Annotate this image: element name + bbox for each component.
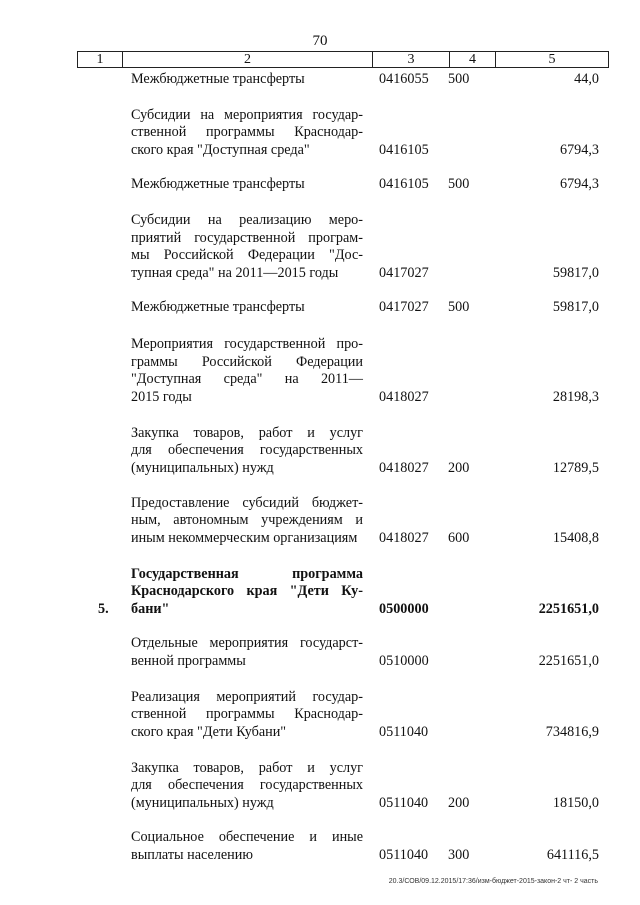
row-type: 500	[448, 175, 470, 192]
row-name-line: Реализация мероприятий государ-	[131, 688, 363, 705]
row-amount: 641116,5	[546, 846, 599, 863]
row-name-line: ственной программы Краснодар-	[131, 124, 363, 140]
row-name-line: Межбюджетные трансферты	[131, 70, 305, 87]
row-name-line: выплаты населению	[131, 846, 253, 863]
row-amount: 12789,5	[552, 459, 599, 476]
row-name-line: "Доступная среда" на 2011—	[131, 371, 363, 387]
page-number: 70	[312, 33, 328, 49]
row-type: 500	[448, 70, 470, 87]
row-name-line: тупная среда" на 2011—2015 годы	[131, 264, 339, 281]
row-code: 0418027	[379, 388, 429, 405]
row-code: 0418027	[379, 459, 429, 476]
row-type: 600	[448, 529, 470, 546]
row-code: 0511040	[379, 794, 429, 811]
row-name-line: Социальное обеспечение и иные	[131, 829, 363, 845]
row-type: 300	[448, 846, 470, 863]
row-code: 0416055	[379, 70, 429, 87]
row-name-line: Государственная программа	[131, 565, 363, 582]
row-name-line: Отдельные мероприятия государст-	[131, 635, 363, 651]
row-name-line: Межбюджетные трансферты	[131, 175, 305, 192]
row-name-line: Краснодарского края "Дети Ку-	[131, 583, 363, 599]
row-name-line: иным некоммерческим организациям	[131, 529, 358, 546]
row-name-line: бани"	[131, 600, 170, 617]
row-amount: 15408,8	[552, 529, 599, 546]
row-code: 0416105	[379, 141, 429, 158]
header-col-5: 5	[548, 52, 556, 67]
header-col-3: 3	[373, 52, 450, 67]
row-name-line: Межбюджетные трансферты	[131, 298, 305, 315]
row-code: 0416105	[379, 175, 429, 192]
row-name-line: мы Российской Федерации "Дос-	[131, 247, 363, 263]
row-name-line: ным, автономным учреждениям и	[131, 512, 363, 528]
header-col-1: 1	[78, 52, 123, 67]
row-code: 0511040	[379, 723, 429, 740]
row-name-line: Закупка товаров, работ и услуг	[131, 424, 363, 441]
row-amount: 28198,3	[552, 388, 599, 405]
footer-text: 20.3/СОВ/09.12.2015/17:36/изм-бюджет-2015-закон-2 чт- 2 часть	[388, 878, 598, 885]
row-name-line: Субсидии на мероприятия государ-	[131, 106, 363, 123]
row-type: 200	[448, 459, 470, 476]
row-code: 0417027	[379, 264, 429, 281]
row-code: 0510000	[379, 652, 429, 669]
row-name-line: ского края "Дети Кубани"	[131, 723, 287, 740]
row-name	[131, 829, 363, 864]
row-name-line: ственной программы Краснодар-	[131, 706, 363, 722]
row-amount: 44,0	[574, 70, 599, 87]
row-amount: 6794,3	[559, 175, 599, 192]
row-name-line: (муниципальных) нужд	[131, 794, 274, 811]
row-name-line: Предоставление субсидий бюджет-	[131, 494, 363, 511]
row-number: 5.	[98, 600, 109, 617]
row-name-line: Закупка товаров, работ и услуг	[131, 759, 363, 776]
row-name-line: для обеспечения государственных	[131, 442, 363, 458]
row-code: 0417027	[379, 298, 429, 315]
row-name-line: для обеспечения государственных	[131, 777, 363, 793]
row-amount: 18150,0	[552, 794, 599, 811]
row-amount: 6794,3	[559, 141, 599, 158]
row-type: 500	[448, 298, 470, 315]
row-code: 0418027	[379, 529, 429, 546]
row-name-line: 2015 годы	[131, 388, 192, 405]
header-col-4: 4	[450, 52, 496, 67]
row-amount: 59817,0	[552, 264, 599, 281]
header-col-2: 2	[123, 52, 373, 67]
row-amount: 2251651,0	[538, 652, 599, 669]
row-amount: 2251651,0	[538, 600, 599, 617]
row-type: 200	[448, 794, 470, 811]
row-name-line: граммы Российской Федерации	[131, 353, 363, 370]
row-amount: 734816,9	[545, 723, 599, 740]
row-name-line: (муниципальных) нужд	[131, 459, 274, 476]
row-code: 0511040	[379, 846, 429, 863]
row-name-line: ского края "Доступная среда"	[131, 141, 310, 158]
row-name-line: Субсидии на реализацию меро-	[131, 212, 363, 228]
row-code: 0500000	[379, 600, 429, 617]
row-name-line: приятий государственной програм-	[131, 229, 363, 246]
row-name-line: венной программы	[131, 652, 246, 669]
row-name-line: Мероприятия государственной про-	[131, 336, 363, 352]
row-amount: 59817,0	[552, 298, 599, 315]
